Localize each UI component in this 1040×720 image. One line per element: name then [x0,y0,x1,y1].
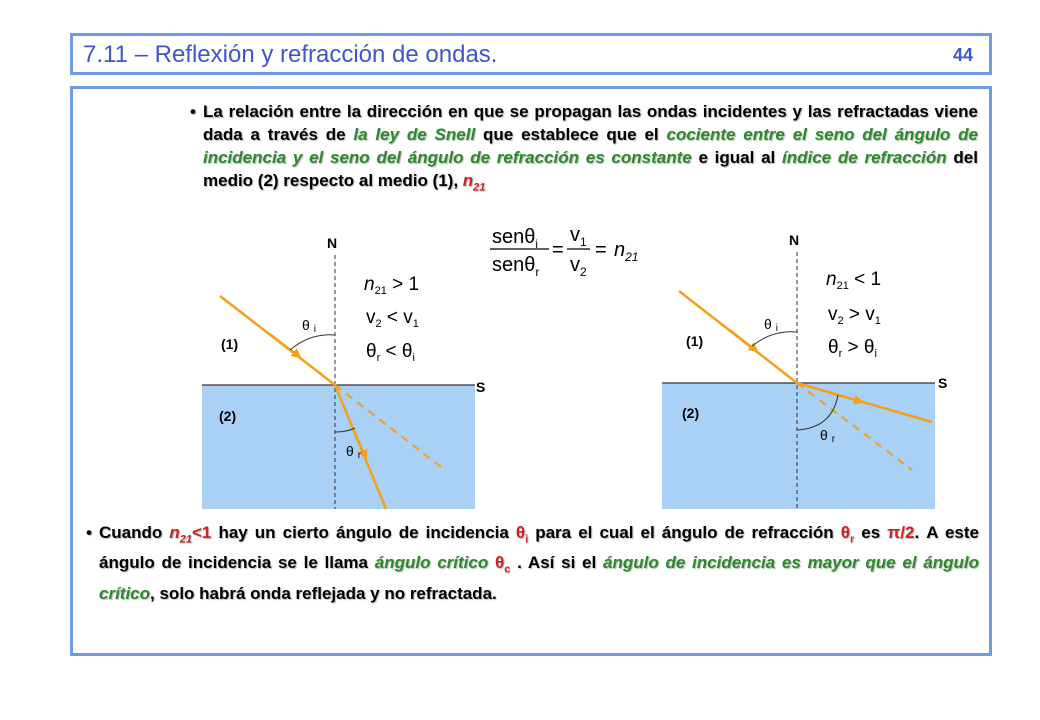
refraction-index-term: índice de refracción [782,148,947,167]
text-span: e igual al [691,148,782,167]
theta-r-symbol: $\theta_r$ [840,523,855,546]
snell-law-statement: cociente entre el seno del ángulo de incidencia y el seno del ángulo de refracción es constante [203,125,978,167]
slide-number: 44 [952,45,973,65]
text-span: . A este ángulo de incidencia se le llama [99,523,979,573]
relation-velocity: $v_2 > v_1$ [828,304,881,327]
incident-arrow [730,330,757,351]
medium-2-label: (2) [219,408,237,424]
equals-sign: = [552,239,564,261]
text-span: . Así si el [510,553,603,573]
eq-n21: $n_{21}$ [614,239,639,264]
theta-i-symbol: $\theta_i$ [515,523,529,546]
normal-label: N [789,232,800,248]
bullet-icon: • [86,523,92,542]
medium-2-region [662,383,935,509]
page-title: 7.11 – Reflexión y refracción de ondas. [83,41,498,68]
text-span: hay un cierto ángulo de incidencia [211,523,516,542]
medium-2-region [202,385,475,509]
bullet-icon: • [190,102,196,121]
eq-den-sen-theta-r: senθ$_r$ [492,254,540,279]
text-span: que establece que el [475,125,667,144]
theta-i-arc [752,332,797,346]
right-diagram [662,232,947,509]
surface-label: S [476,379,486,395]
right-relations [826,269,881,360]
theta-r-label: θ r [346,443,362,461]
normal-label: N [327,235,338,251]
theta-c-symbol: $\theta_c$ [495,553,511,576]
text-span: del medio (2) respecto al medio (1), [203,148,978,190]
surface-label: S [938,375,948,391]
less-than-one: <1 [191,523,212,542]
critical-angle-term: ángulo crítico [374,553,489,573]
n21-symbol: $n_{21}$ [462,171,486,194]
condition-statement: ángulo de incidencia es mayor que el ángulo crítico [99,553,979,603]
text-span: , solo habrá onda reflejada y no refractada. [150,583,497,603]
snell-equation [490,224,638,279]
medium-1-label: (1) [686,333,704,349]
left-relations [364,274,419,364]
text-span: Cuando [99,523,170,542]
relation-n21: $n_{21} < 1$ [826,269,882,292]
text-span: La relación entre la dirección en que se propagan las ondas incidentes y las refractadas viene dada a través de [203,102,978,144]
relation-n21: $n_{21} > 1$ [364,274,420,297]
relation-angles: $\theta_r > \theta_i$ [828,337,877,360]
text-span: es [854,523,888,542]
text-span: para el cual el ángulo de refracción [528,523,841,542]
medium-1-label: (1) [221,336,239,352]
theta-i-label: θ i [764,316,779,334]
equals-sign: = [595,239,607,261]
relation-angles: $\theta_r < \theta_i$ [366,341,415,364]
theta-i-arc [290,335,335,350]
eq-num-v1: $v_1$ [570,224,587,249]
relation-velocity: $v_2 < v_1$ [366,307,419,330]
n21-symbol: $n_{21}$ [169,523,192,546]
theta-r-label: θ r [820,427,836,445]
eq-num-sen-theta-i: senθ$_i$ [492,226,539,251]
left-diagram [202,235,485,509]
pi-half-symbol: π/2 [887,523,915,542]
theta-i-label: θ i [302,317,317,335]
medium-2-label: (2) [682,405,700,421]
snell-law-term: la ley de Snell [353,125,476,144]
eq-den-v2: $v_2$ [570,254,587,279]
